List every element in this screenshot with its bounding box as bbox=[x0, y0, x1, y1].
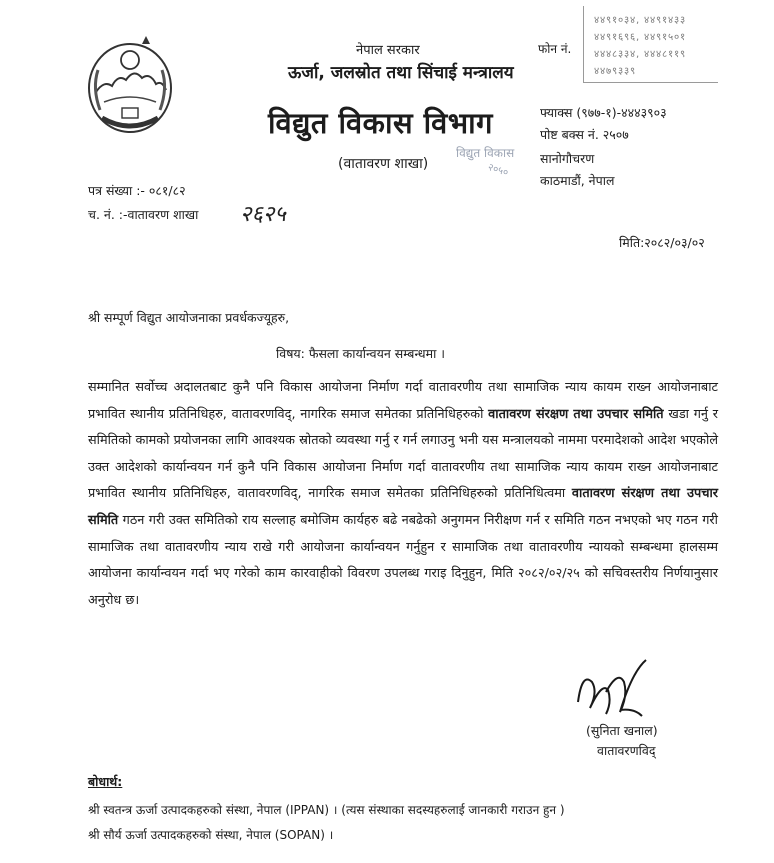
body-bold-committee: वातावरण संरक्षण तथा उपचार समिति bbox=[488, 406, 664, 422]
department-name: विद्युत विकास विभाग bbox=[268, 106, 494, 140]
government-emblem-icon bbox=[84, 30, 176, 138]
phone-label: फोन नं. bbox=[538, 42, 572, 56]
phone-line: ४४९१०३४, ४४९१४३३ bbox=[594, 15, 686, 26]
body-text-part: खडा गर्नु र समितिको कामको प्रयोजनका लागि आवश्यक स्रोतको व्यवस्था गर्नु र गर्न लगाउनु भनी यस मन्त्रालयको नाममा परमादेशको आदेश भएकोले उक्त आदेशको कार्यान्वयन गर्न कुनै पनि विकास आयोजना निर्माण गर्दा वातावरणीय तथा सामाजिक न्याय कायम राख्न आयोजनाबाट प्रभावित स्थानीय प्रतिनिधिहरु, वातावरणविद्, नागरिक समाज समेतका प्रतिनिधिहरुको प्रतिनिधित्वमा bbox=[88, 406, 719, 502]
cc-item: श्री सौर्य ऊर्जा उत्पादकहरुको संस्था, नेपाल (SOPAN) । bbox=[88, 828, 334, 842]
body-text-part: गठन गरी उक्त समितिको राय सल्लाह बमोजिम कार्यहरु बढे नबढेको अनुगमन निरीक्षण गर्न र समिति गठन नभएको भए गठन गरी सामाजिक तथा वातावरणीय न्याय राखे गरी आयोजना कार्यान्वयन गर्नुहुन र सामाजिक तथा वातावरणीय न्यायको सम्बन्धमा हालसम्म आयोजना कार्यान्वयन गर्दा भए गरेको काम कारवाहीको विवरण उपलब्ध गराइ दिनुहुन, मिति २०८२/०२/२५ को सचिवस्तरीय निर्णयानुसार अनुरोध छ। bbox=[88, 512, 718, 608]
letter-body bbox=[88, 375, 718, 614]
signatory-title: वातावरणविद् bbox=[597, 743, 656, 758]
fax-number: फ्याक्स (९७७-१)-४४४३९०३ bbox=[540, 105, 667, 120]
phone-line: ४४९१६९६, ४४९१५०१ bbox=[594, 32, 686, 43]
dispatch-number: च. नं. :-वातावरण शाखा bbox=[88, 207, 199, 222]
handwritten-signature bbox=[572, 652, 662, 730]
letter-date: मिति:२०८२/०३/०२ bbox=[619, 235, 705, 250]
phone-line: ४४४८३३४, ४४४८११९ bbox=[594, 49, 686, 60]
locality: सानोगौचरण bbox=[540, 151, 595, 166]
cc-item: श्री स्वतन्त्र ऊर्जा उत्पादकहरुको संस्था, नेपाल (IPPAN) । (त्यस संस्थाका सदस्यहरुलाई जानकारी गराउन हुन ) bbox=[88, 803, 565, 817]
po-box: पोष्ट बक्स नं. २५०७ bbox=[540, 127, 629, 142]
branch-name: (वातावरण शाखा) bbox=[338, 156, 429, 172]
phone-line: ४४७९३३९ bbox=[594, 66, 636, 77]
body-text-part: सम्मानित सर्वोच्च अदालतबाट कुनै पनि विकास आयोजना निर्माण गर्दा वातावरणीय तथा सामाजिक न्याय कायम राख्न आयोजनाबाट प्रभावित स्थानीय प्रतिनिधिहरु, वातावरणविद्, नागरिक समाज समेतका प्रतिनिधिहरुको bbox=[88, 380, 718, 422]
government-name: नेपाल सरकार bbox=[356, 43, 420, 58]
subject-line: विषय: फैसला कार्यान्वयन सम्बन्धमा । bbox=[276, 346, 446, 361]
handwritten-dispatch-number: २६२५ bbox=[240, 202, 286, 227]
addressee: श्री सम्पूर्ण विद्युत आयोजनाका प्रवर्धकज्यूहरु, bbox=[88, 310, 290, 325]
ministry-name: ऊर्जा, जलस्रोत तथा सिंचाई मन्त्रालय bbox=[288, 63, 514, 83]
signatory-name: (सुनिता खनाल) bbox=[586, 723, 658, 738]
city: काठमाडौं, नेपाल bbox=[540, 173, 615, 188]
body-bold-committee: वातावरण संरक्षण तथा उपचार समिति bbox=[88, 486, 718, 528]
phone-numbers-box bbox=[583, 6, 718, 83]
office-stamp: विद्युत विकास २०५० bbox=[456, 146, 515, 179]
reference-number: पत्र संख्या :- ०८१/८२ bbox=[88, 183, 186, 198]
cc-heading: बोधार्थ: bbox=[88, 774, 123, 789]
